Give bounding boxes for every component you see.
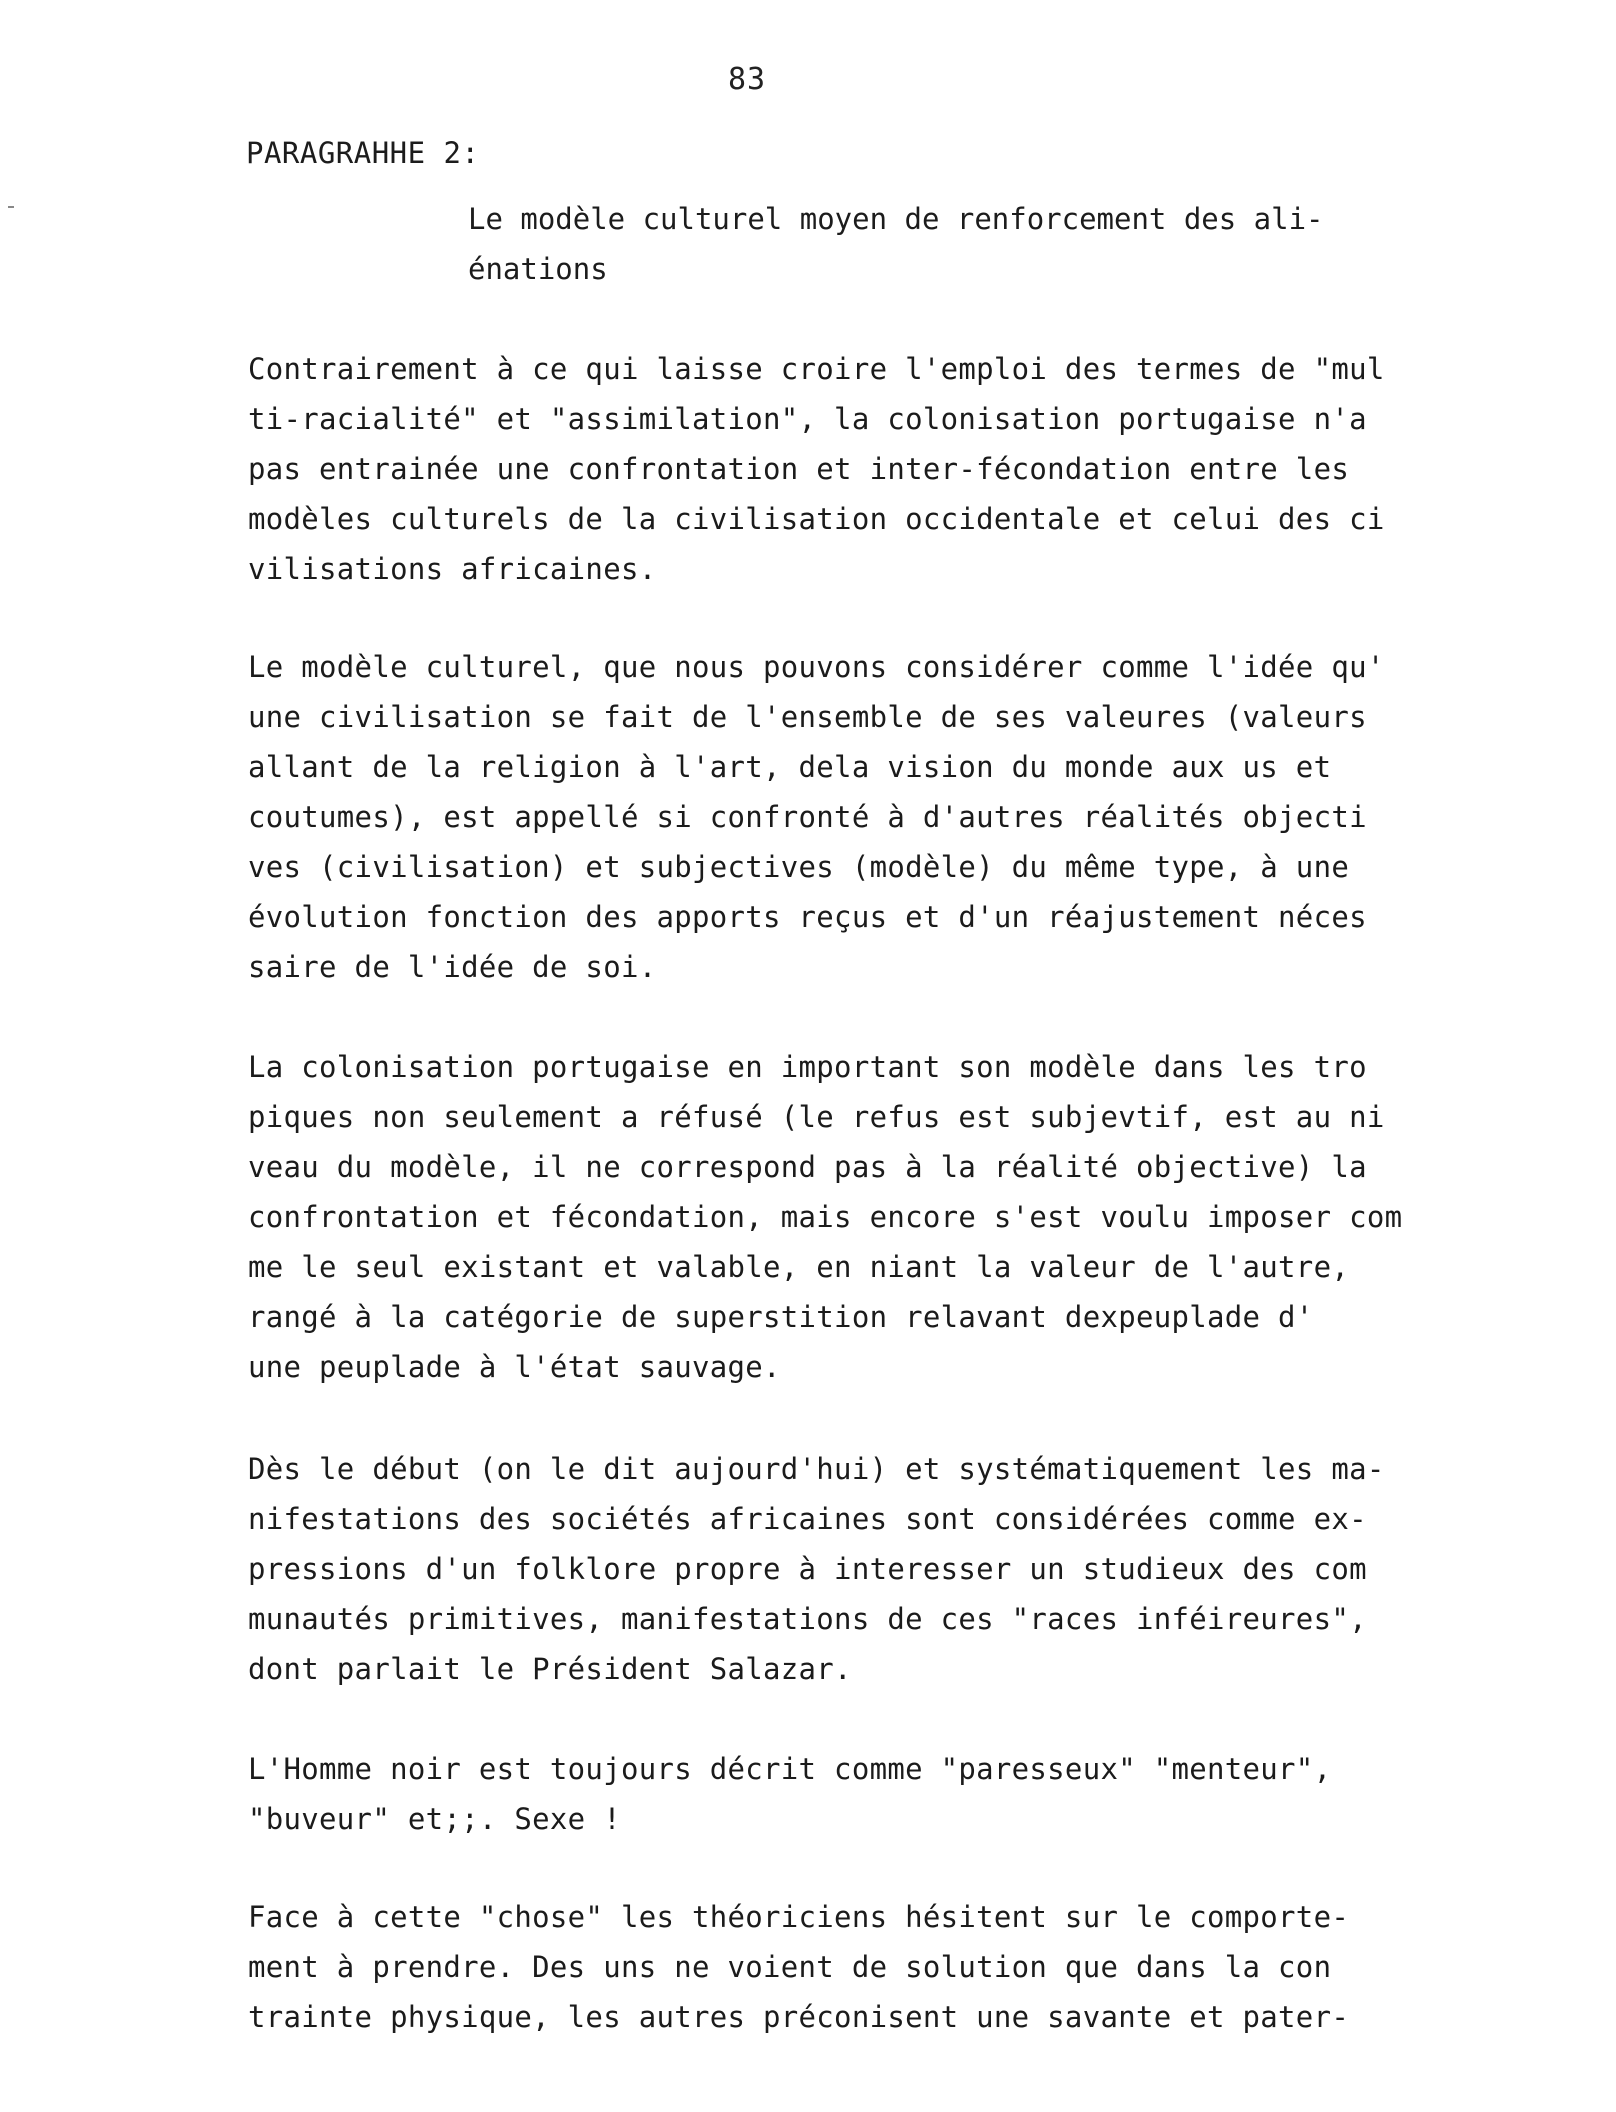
paragraph-4 <box>248 1444 1568 1694</box>
section-heading: PARAGRAHHE 2: <box>246 136 480 170</box>
paragraph-1 <box>248 344 1568 594</box>
subtitle-line: Le modèle culturel moyen de renforcement des ali- <box>468 202 1324 236</box>
scan-edge-mark <box>8 206 14 208</box>
text-line: nifestations des sociétés africaines sont considérées comme ex- <box>248 1502 1367 1536</box>
text-line: me le seul existant et valable, en niant la valeur de l'autre, <box>248 1250 1350 1284</box>
text-line: évolution fonction des apports reçus et d'un réajustement néces <box>248 900 1367 934</box>
text-line: une peuplade à l'état sauvage. <box>248 1350 781 1384</box>
text-line: dont parlait le Président Salazar. <box>248 1652 852 1686</box>
text-line: Le modèle culturel, que nous pouvons considérer comme l'idée qu' <box>248 650 1385 684</box>
text-line: ment à prendre. Des uns ne voient de solution que dans la con <box>248 1950 1332 1984</box>
subtitle-line: énations <box>468 252 608 286</box>
text-line: ves (civilisation) et subjectives (modèle) du même type, à une <box>248 850 1350 884</box>
text-line: allant de la religion à l'art, dela vision du monde aux us et <box>248 750 1332 784</box>
text-line: Dès le début (on le dit aujourd'hui) et systématiquement les ma- <box>248 1452 1385 1486</box>
text-line: veau du modèle, il ne correspond pas à la réalité objective) la <box>248 1150 1367 1184</box>
text-line: Face à cette "chose" les théoriciens hésitent sur le comporte- <box>248 1900 1350 1934</box>
text-line: munautés primitives, manifestations de ces "races inféireures", <box>248 1602 1367 1636</box>
paragraph-3 <box>248 1042 1568 1392</box>
page-number: 83 <box>728 62 767 97</box>
text-line: La colonisation portugaise en important son modèle dans les tro <box>248 1050 1367 1084</box>
text-line: rangé à la catégorie de superstition relavant dexpeuplade d' <box>248 1300 1314 1334</box>
text-line: modèles culturels de la civilisation occidentale et celui des ci <box>248 502 1385 536</box>
paragraph-6 <box>248 1892 1568 2042</box>
text-line: Contrairement à ce qui laisse croire l'emploi des termes de "mul <box>248 352 1385 386</box>
paragraph-5 <box>248 1744 1568 1844</box>
text-line: vilisations africaines. <box>248 552 657 586</box>
text-line: pressions d'un folklore propre à interesser un studieux des com <box>248 1552 1367 1586</box>
paragraph-2 <box>248 642 1568 992</box>
text-line: pas entrainée une confrontation et inter-fécondation entre les <box>248 452 1350 486</box>
text-line: L'Homme noir est toujours décrit comme "paresseux" "menteur", <box>248 1752 1332 1786</box>
text-line: "buveur" et;;. Sexe ! <box>248 1802 621 1836</box>
text-line: saire de l'idée de soi. <box>248 950 657 984</box>
section-subtitle <box>468 194 1498 294</box>
text-line: ti-racialité" et "assimilation", la colonisation portugaise n'a <box>248 402 1367 436</box>
text-line: coutumes), est appellé si confronté à d'autres réalités objecti <box>248 800 1367 834</box>
text-line: une civilisation se fait de l'ensemble de ses valeures (valeurs <box>248 700 1367 734</box>
text-line: confrontation et fécondation, mais encore s'est voulu imposer com <box>248 1200 1403 1234</box>
text-line: piques non seulement a réfusé (le refus est subjevtif, est au ni <box>248 1100 1385 1134</box>
text-line: trainte physique, les autres préconisent une savante et pater- <box>248 2000 1350 2034</box>
